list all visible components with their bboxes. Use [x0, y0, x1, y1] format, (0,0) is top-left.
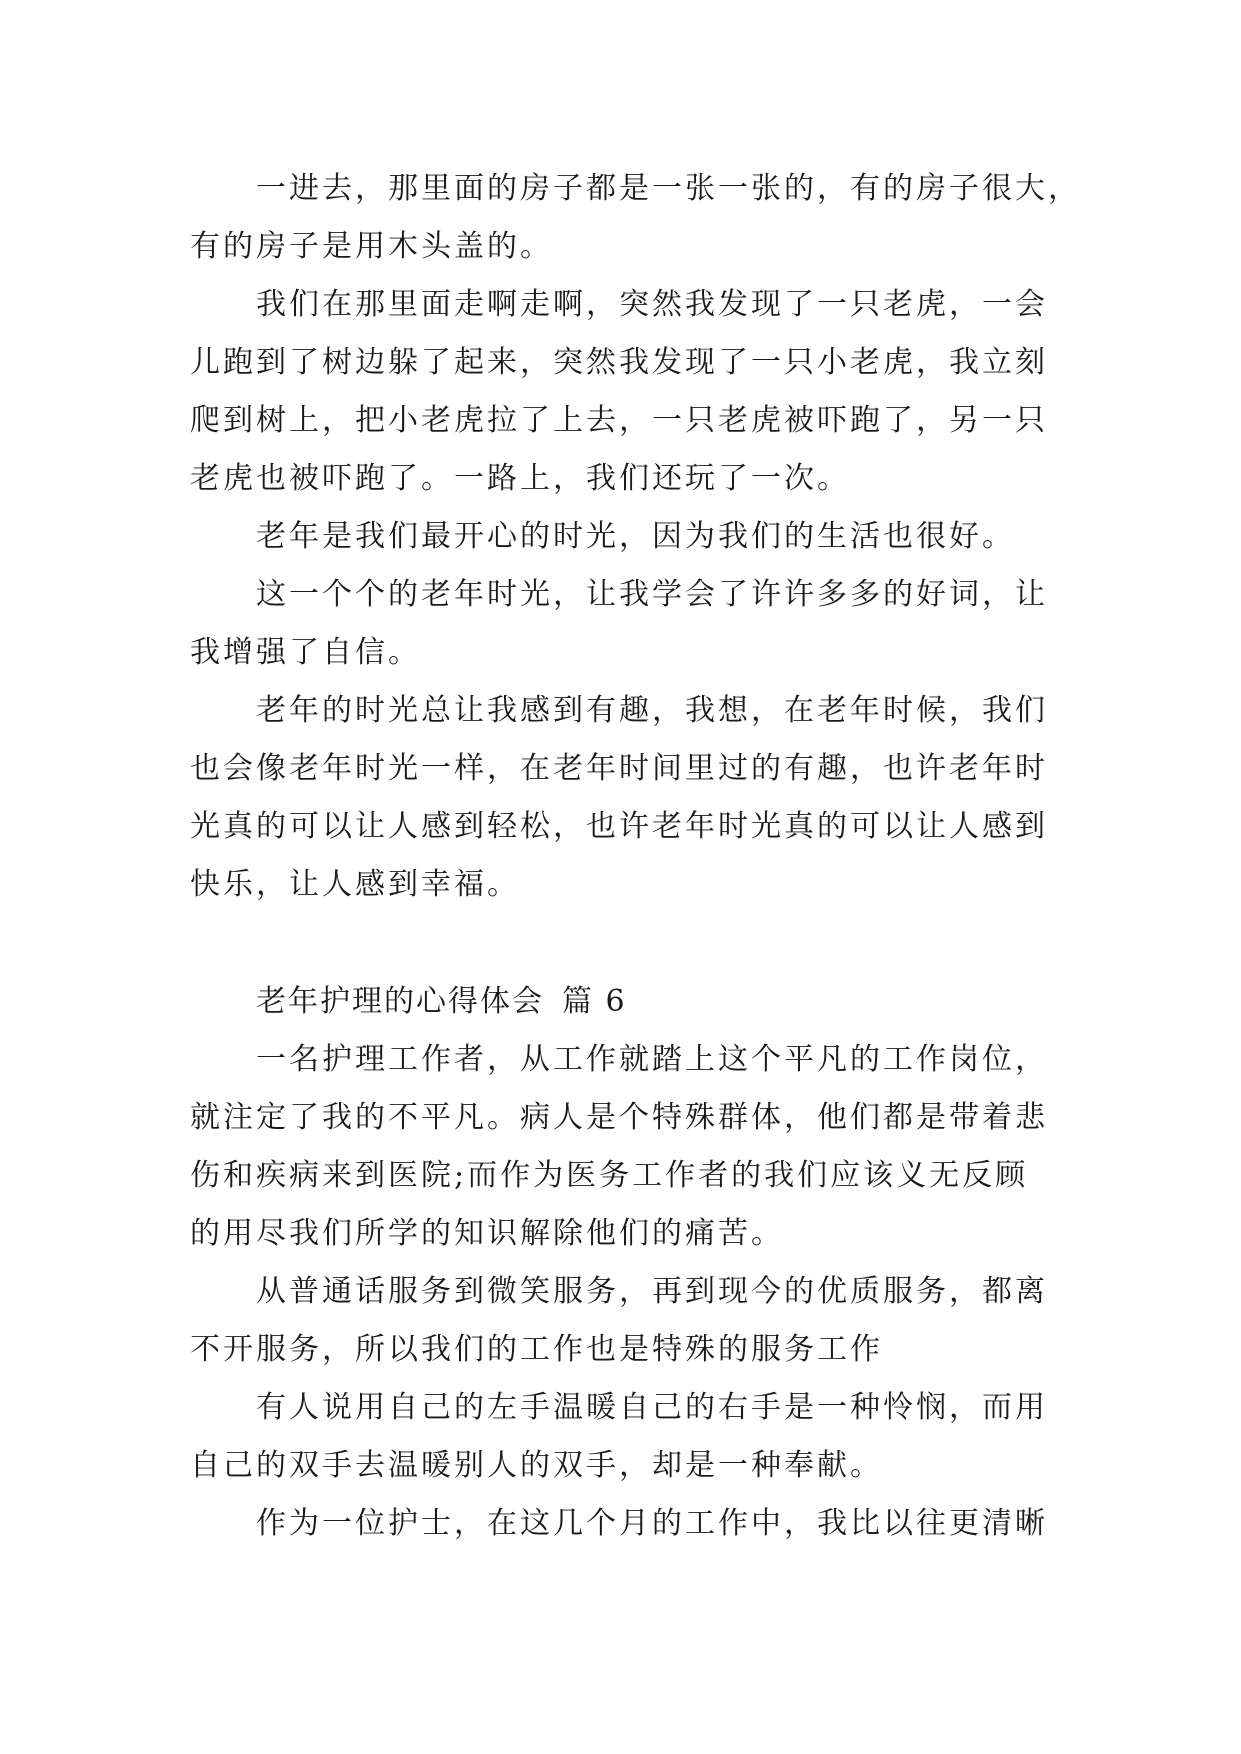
paragraph-line: 有的房子是用木头盖的。	[190, 229, 553, 264]
paragraph-5	[190, 682, 1070, 914]
paragraph-3	[190, 508, 1070, 566]
paragraph-line: 一名护理工作者，从工作就踏上这个平凡的工作岗位，	[256, 1042, 1048, 1077]
paragraph-line: 作为一位护士，在这几个月的工作中，我比以往更清晰	[256, 1506, 1048, 1541]
paragraph-line: 自己的双手去温暖别人的双手，却是一种奉献。	[190, 1448, 883, 1483]
paragraph-9	[190, 1495, 1070, 1553]
section-heading	[256, 973, 627, 1031]
heading-section-number: 篇 6	[562, 984, 627, 1019]
paragraph-line: 从普通话服务到微笑服务，再到现今的优质服务，都离	[256, 1274, 1048, 1309]
paragraph-line: 我们在那里面走啊走啊，突然我发现了一只老虎，一会	[256, 287, 1048, 322]
paragraph-line: 老年是我们最开心的时光，因为我们的生活也很好。	[256, 519, 1015, 554]
paragraph-line: 爬到树上，把小老虎拉了上去，一只老虎被吓跑了，另一只	[190, 403, 1048, 438]
paragraph-line: 光真的可以让人感到轻松，也许老年时光真的可以让人感到	[190, 809, 1048, 844]
paragraph-line: 快乐，让人感到幸福。	[190, 867, 520, 902]
paragraph-line: 有人说用自己的左手温暖自己的右手是一种怜悯，而用	[256, 1390, 1048, 1425]
paragraph-2	[190, 276, 1070, 508]
paragraph-line: 一进去，那里面的房子都是一张一张的，有的房子很大，	[256, 171, 1081, 206]
paragraph-4	[190, 566, 1070, 682]
paragraph-line: 不开服务，所以我们的工作也是特殊的服务工作	[190, 1332, 883, 1367]
paragraph-line: 儿跑到了树边躲了起来，突然我发现了一只小老虎，我立刻	[190, 345, 1048, 380]
paragraph-line: 老年的时光总让我感到有趣，我想，在老年时候，我们	[256, 693, 1048, 728]
paragraph-6	[190, 1031, 1070, 1263]
paragraph-line: 我增强了自信。	[190, 635, 421, 670]
paragraph-line: 伤和疾病来到医院;而作为医务工作者的我们应该义无反顾	[190, 1158, 1029, 1193]
paragraph-1	[190, 160, 1081, 276]
paragraph-line: 老虎也被吓跑了。一路上，我们还玩了一次。	[190, 461, 850, 496]
paragraph-line: 也会像老年时光一样，在老年时间里过的有趣，也许老年时	[190, 751, 1048, 786]
paragraph-line: 的用尽我们所学的知识解除他们的痛苦。	[190, 1216, 784, 1251]
paragraph-8	[190, 1379, 1070, 1495]
heading-title: 老年护理的心得体会	[256, 984, 544, 1019]
paragraph-line: 这一个个的老年时光，让我学会了许许多多的好词，让	[256, 577, 1048, 612]
paragraph-line: 就注定了我的不平凡。病人是个特殊群体，他们都是带着悲	[190, 1100, 1048, 1135]
paragraph-7	[190, 1263, 1070, 1379]
